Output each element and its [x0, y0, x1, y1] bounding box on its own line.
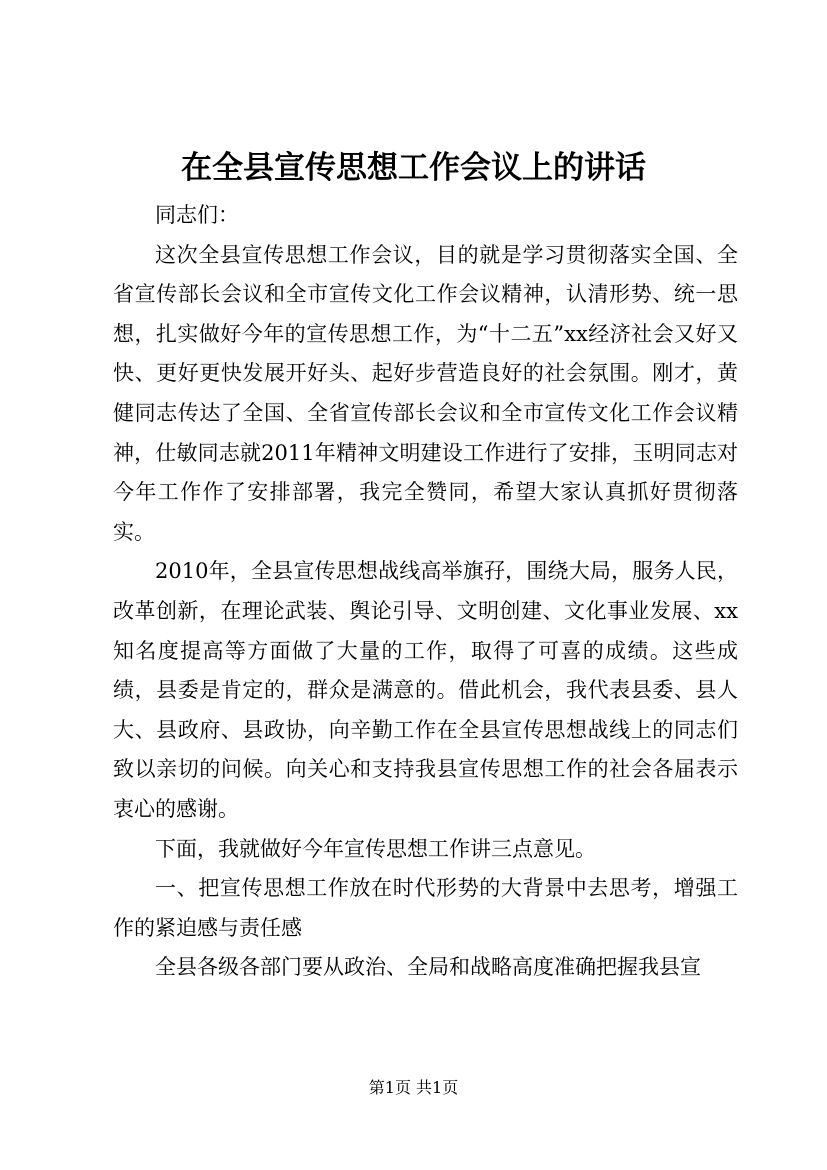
paragraph-achievements: 2010年，全县宣传思想战线高举旗孖，围绕大局，服务人民，改革创新，在理论武装、舆论引导、文明创建、文化事业发展、xx知名度提高等方面做了大量的工作，取得了可喜的成绩。这些成绩，县委是肯定的，群众是满意的。借此机会，我代表县委、县人大、县政府、县政协，向辛勤工作在全县宣传思想战线上的同志们致以亲切的问候。向关心和支持我县宣传思想工作的社会各届表示衷心的感谢。 [113, 559, 738, 821]
document-title: 在全县宣传思想工作会议上的讲话 [181, 150, 646, 186]
document-body [113, 196, 738, 988]
salutation: 同志们： [155, 203, 239, 227]
paragraph-opening: 这次全县宣传思想工作会议，目的就是学习贯彻落实全国、全省宣传部长会议和全市宣传文化工作会议精神，认清形势、统一思想，扎实做好今年的宣传思想工作，为“十二五”xx经济社会又好又快、更好更快发展开好头、起好步营造良好的社会氛围。刚才，黄健同志传达了全国、全省宣传部长会议和全市宣传文化工作会议精神，仕敏同志就2011年精神文明建设工作进行了安排，玉明同志对今年工作作了安排部署，我完全赞同，希望大家认真抓好贯彻落实。 [113, 242, 738, 544]
section-heading-one: 一、把宣传思想工作放在时代形势的大背景中去思考，增强工作的紧迫感与责任感 [113, 876, 738, 940]
page-footer: 第1页 共1页 [368, 1078, 459, 1097]
paragraph-intro-points: 下面，我就做好今年宣传思想工作讲三点意见。 [155, 836, 596, 861]
paragraph-section-one: 全县各级各部门要从政治、全局和战略高度准确把握我县宣 [155, 955, 701, 980]
